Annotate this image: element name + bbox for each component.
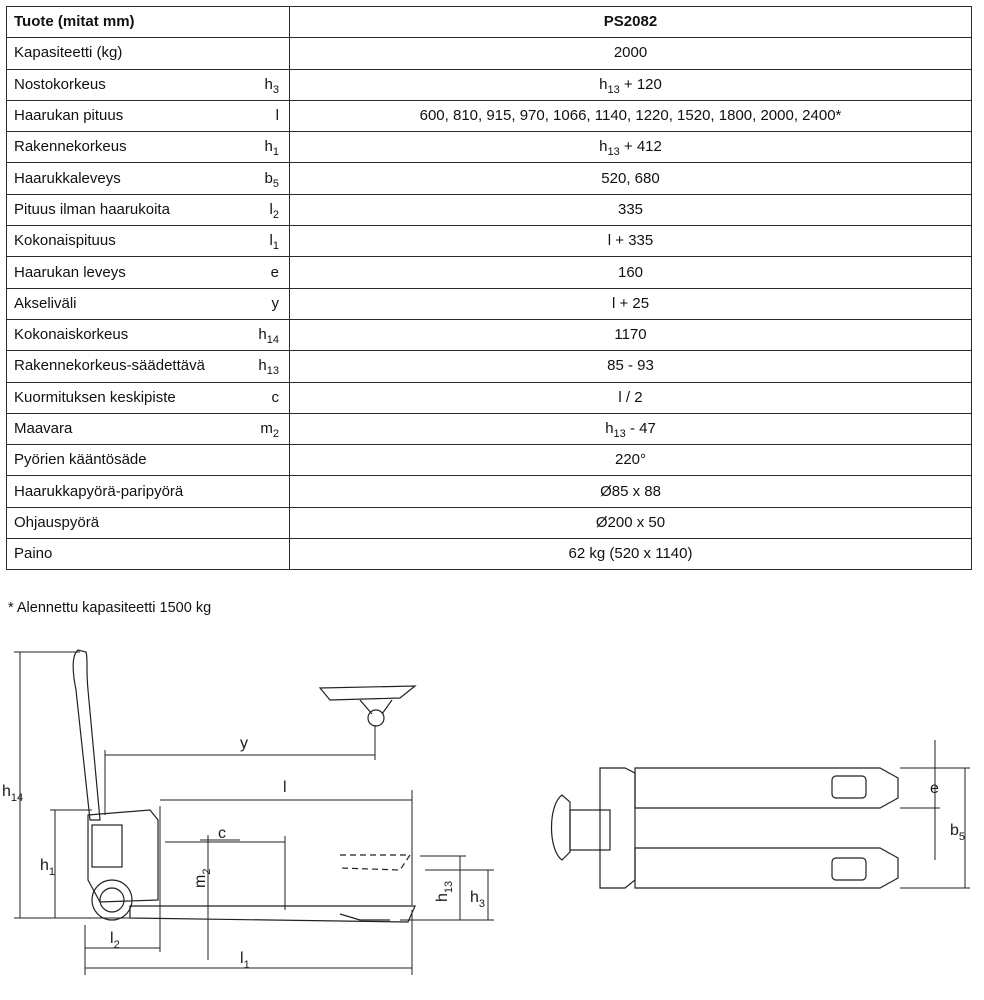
- row-value-cell: [290, 382, 972, 413]
- row-symbol: $h_{14}$: [258, 326, 279, 347]
- header-name: Tuote (mitat mm): [7, 7, 290, 38]
- table-row: [7, 69, 972, 100]
- row-value-cell: [290, 132, 972, 163]
- pump-unit: [92, 825, 122, 867]
- row-name-cell: [7, 351, 290, 382]
- table-body: [7, 38, 972, 570]
- row-symbol: $b_5$: [264, 169, 279, 190]
- table-row: [7, 288, 972, 319]
- row-label: Haarukkaleveys: [14, 169, 121, 187]
- table-row: [7, 226, 972, 257]
- row-value: 85 - 93: [607, 357, 654, 375]
- table-row: [7, 445, 972, 476]
- row-value: Ø200 x 50: [595, 513, 666, 531]
- row-value-cell: [290, 163, 972, 194]
- row-label: Kuormituksen keskipiste: [14, 388, 176, 406]
- table-row: [7, 351, 972, 382]
- row-value-cell: [290, 226, 972, 257]
- table-row: [7, 257, 972, 288]
- row-value: l + 335: [607, 232, 654, 250]
- row-label: Pituus ilman haarukoita: [14, 200, 170, 218]
- row-value-rest: + 412: [619, 138, 662, 156]
- row-value: 62 kg (520 x 1140): [568, 545, 693, 563]
- row-name-cell: [7, 100, 290, 131]
- label-h13: $h_{13}$: [434, 880, 455, 902]
- label-y: y: [240, 735, 248, 752]
- row-label: Rakennekorkeus-säädettävä: [14, 357, 205, 375]
- label-c: c: [218, 825, 226, 842]
- row-label: Haarukan leveys: [14, 263, 126, 281]
- row-label: Nostokorkeus: [14, 75, 106, 93]
- row-value: h: [599, 75, 608, 93]
- row-symbol: y: [271, 294, 279, 312]
- spec-table: [6, 6, 972, 570]
- label-l1: $l_1$: [240, 950, 250, 971]
- row-name-cell: [7, 288, 290, 319]
- top-fork-lower: [635, 848, 898, 888]
- row-value-cell: [290, 100, 972, 131]
- row-name-cell: [7, 445, 290, 476]
- row-value-cell: [290, 69, 972, 100]
- row-value: h: [605, 420, 614, 437]
- row-name-cell: [7, 257, 290, 288]
- table-row: [7, 194, 972, 225]
- row-label: Haarukkapyörä-paripyörä: [14, 482, 184, 500]
- row-value-sub: 13: [613, 428, 626, 440]
- row-value-sub: 13: [607, 83, 620, 96]
- row-name-cell: [7, 69, 290, 100]
- row-name-cell: [7, 319, 290, 350]
- row-value: h: [599, 138, 608, 156]
- top-fork-upper: [635, 768, 898, 808]
- row-value: 160: [617, 263, 644, 281]
- row-label: Kokonaiskorkeus: [14, 326, 129, 344]
- steer-wheel: [92, 880, 132, 920]
- row-label: Kokonaispituus: [14, 232, 116, 250]
- header-value: PS2082: [290, 7, 972, 38]
- row-name-cell: [7, 507, 290, 538]
- top-roller-upper: [832, 776, 866, 798]
- table-header-row: [7, 7, 972, 38]
- row-symbol: $h_{13}$: [258, 357, 279, 378]
- table-row: [7, 100, 972, 131]
- body-shape: [88, 810, 158, 902]
- row-label: Kapasiteetti (kg): [14, 44, 123, 62]
- table-row: [7, 413, 972, 444]
- row-value-cell: [290, 257, 972, 288]
- table-row: [7, 132, 972, 163]
- row-value-cell: [290, 445, 972, 476]
- row-value-cell: [290, 413, 972, 444]
- label-h1: $h_1$: [40, 857, 56, 878]
- label-e: e: [930, 780, 939, 797]
- table-row: [7, 38, 972, 69]
- row-value-rest: + 120: [619, 75, 662, 93]
- label-h14: $h_{14}$: [2, 783, 24, 804]
- row-value: 2000: [613, 44, 648, 62]
- row-value-cell: [290, 507, 972, 538]
- table-row: [7, 163, 972, 194]
- row-symbol: $h_3$: [264, 75, 279, 96]
- row-value-cell: [290, 288, 972, 319]
- top-handle: [552, 795, 571, 860]
- dimension-drawing: [0, 630, 984, 1000]
- row-symbol: $l_2$: [269, 200, 279, 221]
- row-value: 1170: [614, 326, 647, 344]
- row-name-cell: [7, 163, 290, 194]
- row-symbol: $l_1$: [269, 232, 279, 253]
- table-row: [7, 539, 972, 570]
- label-l2: $l_2$: [110, 930, 120, 951]
- row-name-cell: [7, 194, 290, 225]
- row-label: Pyörien kääntösäde: [14, 451, 147, 469]
- row-value: l / 2: [618, 388, 643, 406]
- row-name-cell: [7, 539, 290, 570]
- row-name-cell: [7, 382, 290, 413]
- label-l: l: [283, 779, 287, 796]
- top-pump: [570, 810, 610, 850]
- raised-fork: [340, 855, 410, 870]
- row-value-cell: [290, 351, 972, 382]
- row-label: Rakennekorkeus: [14, 138, 127, 156]
- wheel-bracket: [320, 686, 415, 700]
- row-value-cell: [290, 539, 972, 570]
- label-h3: $h_3$: [470, 889, 486, 910]
- top-body: [600, 768, 635, 888]
- row-value-cell: [290, 319, 972, 350]
- table-row: [7, 507, 972, 538]
- row-value: l + 25: [611, 294, 650, 312]
- row-value: 220°: [614, 451, 647, 469]
- row-label: Paino: [14, 545, 53, 563]
- row-name-cell: [7, 38, 290, 69]
- row-name-cell: [7, 226, 290, 257]
- row-value-sub: 13: [607, 146, 620, 159]
- row-name-cell: [7, 132, 290, 163]
- row-label: Ohjauspyörä: [14, 513, 100, 531]
- row-value: 520, 680: [601, 169, 660, 187]
- row-symbol: l: [275, 107, 279, 125]
- row-symbol: e: [270, 263, 279, 281]
- table-row: [7, 476, 972, 507]
- label-m2: $m_2$: [192, 868, 213, 888]
- row-value: 335: [617, 200, 644, 218]
- row-label: Maavara: [14, 420, 73, 437]
- row-value-rest: - 47: [625, 420, 656, 437]
- footnote: * Alennettu kapasiteetti 1500 kg: [8, 600, 212, 616]
- table-row: [7, 382, 972, 413]
- label-b5: $b_5$: [950, 822, 966, 843]
- row-name-cell: [7, 413, 290, 444]
- table-row: [7, 319, 972, 350]
- row-label: Haarukan pituus: [14, 107, 124, 125]
- steer-wheel-hub: [100, 888, 124, 912]
- row-value-cell: [290, 38, 972, 69]
- row-symbol: $h_1$: [264, 138, 279, 159]
- row-value-cell: [290, 194, 972, 225]
- row-label: Akseliväli: [14, 294, 77, 312]
- row-value: Ø85 x 88: [600, 482, 661, 500]
- row-symbol: $m_2$: [260, 420, 279, 440]
- row-symbol: c: [271, 388, 279, 406]
- row-value: 600, 810, 915, 970, 1066, 1140, 1220, 1520, 1800, 2000, 2400*: [419, 107, 842, 125]
- row-name-cell: [7, 476, 290, 507]
- fork-roller: [340, 914, 390, 920]
- row-value-cell: [290, 476, 972, 507]
- top-roller-lower: [832, 858, 866, 880]
- handle-shape: [73, 650, 100, 820]
